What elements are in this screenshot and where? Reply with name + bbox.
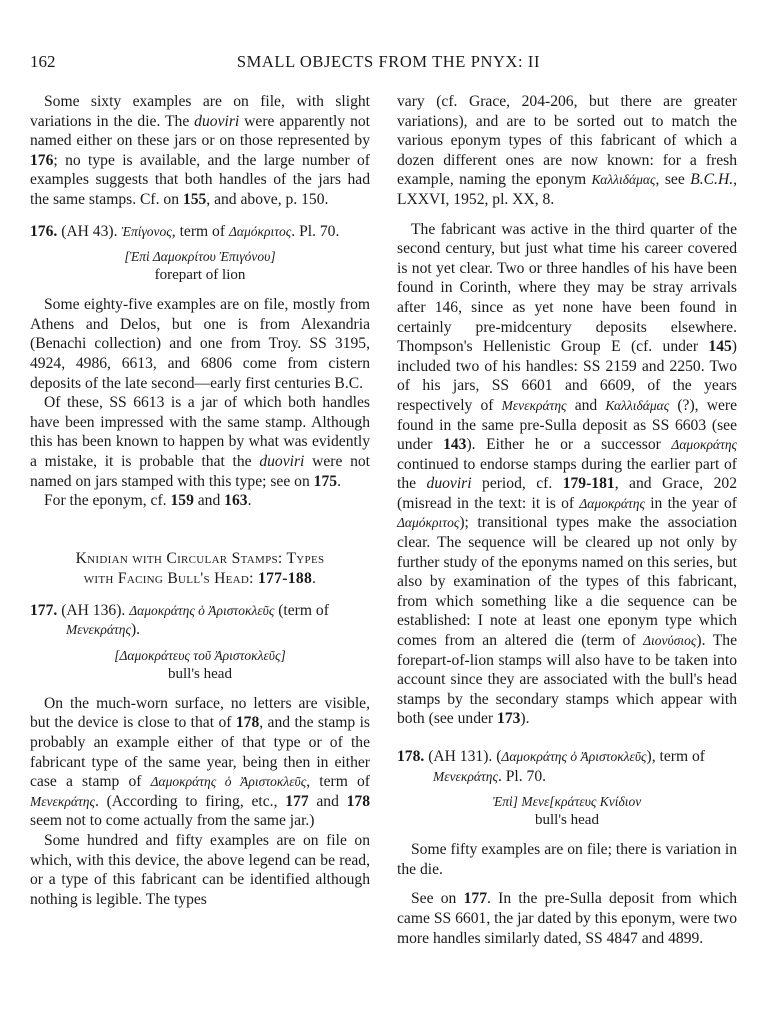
stamp-legend-178 <box>397 792 737 830</box>
page-number: 162 <box>30 52 56 71</box>
paragraph-ss-6613: Of these, SS 6613 is a jar of which both handles have been impressed with the same stamp. Although this has been known to happen by what was evidently a mistake, it is probable that the duoviri were not named on jars stamped with this type; see on 175. <box>30 394 370 490</box>
paragraph-see-on-177: See on 177. In the pre-Sulla deposit from which came SS 6601, the jar dated by this eponym, were two more handles similarly dated, SS 4847 and 4899. <box>397 890 737 947</box>
stamp-device: bull's head <box>535 812 599 829</box>
catalog-entry-176: 176. (AH 43). Ἐπίγονος, term of Δαμόκριτος. Pl. 70. <box>30 222 340 240</box>
right-column <box>397 92 737 948</box>
paragraph-fabricant-active: The fabricant was active in the third quarter of the second century, but just what time his career covered is not yet clear. Two or three handles of his have been found in Corinth, where they may be stray arrivals after 146, since as yet none have been found in certainly pre-midcentury deposits elsewhere. Thompson's Hellenistic Group E (cf. under 145) included two of his handles: SS 2159 and 2250. Two of his jars, SS 6601 and 6609, of the years respectively of Μενεκράτης and Καλλιδάμας (?), were found in the same pre-Sulla deposit as SS 6603 (see under 143). Either he or a successor Δαμοκράτης continued to endorse stamps during the earlier part of the duoviri period, cf. 179-181, and Grace, 202 (misread in the text: it is of Δαμοκράτης in the year of Δαμόκριτος); transitional types make the association clear. The sequence will be cleared up not only by further study of the eponyms named on this series, but also by examination of the types of this fabricant, from which something like a die sequence can be established: I note at least one eponym type which comes from an altered die (term of Διονύσιος). The forepart-of-lion stamps will also have to be taken into account since they are associated with the bull's head stamps by the secondary stamps which appear with both (see under 173). <box>397 220 738 728</box>
stamp-inscription: Ἐπὶ] Μενε[κράτευς Κνίδιον <box>492 794 642 810</box>
paragraph-eighty-five-examples: Some eighty-five examples are on file, mostly from Athens and Delos, but one is from Alexandria (Benachi collection) and one from Troy. SS 3195, 4924, 4986, 6613, and 6806 come from cistern deposits of the late second—early first centuries B.C. <box>30 296 370 392</box>
paragraph-much-worn-surface: On the much-worn surface, no letters are visible, but the device is close to that of 178, and the stamp is probably an example either of that type or of the fabricant type of the same year, being then in either case a stamp of Δαμοκράτης ὁ Ἀριστοκλεῦς, term of Μενεκράτης. (According to firing, etc., 177 and 178 seem not to come actually from the same jar.) <box>30 694 371 830</box>
section-heading: Knidian with Circular Stamps: Types with Facing Bull's Head: 177-188. <box>75 549 325 587</box>
stamp-legend-176 <box>30 247 370 285</box>
running-head: SMALL OBJECTS FROM THE PNYX: II <box>236 52 541 71</box>
paragraph-hundred-fifty: Some hundred and fifty examples are on file on which, with this device, the above legend can be read, or a type of this fabricant can be identified although nothing is legible. The types <box>30 832 370 908</box>
catalog-entry-177: 177. (AH 136). Δαμοκράτης ὁ Ἀριστοκλεῦς (term of Μενεκράτης). <box>30 601 329 639</box>
stamp-inscription: [Δαμοκράτευς τοῦ Ἀριστοκλεῦς] <box>114 647 286 663</box>
stamp-inscription: [Ἐπὶ Δαμοκρίτου Ἐπιγόνου] <box>124 249 276 265</box>
stamp-device: bull's head <box>168 665 232 682</box>
paragraph-fifty-examples: Some fifty examples are on file; there is variation in the die. <box>397 841 737 878</box>
catalog-entry-178: 178. (AH 131). (Δαμοκράτης ὁ Ἀριστοκλεῦς), term of Μενεκράτης. Pl. 70. <box>397 748 705 785</box>
paragraph-eponym-ref: For the eponym, cf. 159 and 163. <box>44 492 252 510</box>
paragraph-sixty-examples: Some sixty examples are on file, with slight variations in the die. The duoviri were apparently not named either on these jars or on those represented by 176; no type is available, and the large number of examples suggests that both handles of the jars had the same stamps. Cf. on 155, and above, p. 150. <box>30 93 370 208</box>
paragraph-types-vary: vary (cf. Grace, 204-206, but there are greater variations), and are to be sorted out to match the various eponym types of this fabricant of which a dozen different ones are now known: for a fresh example, naming the eponym Καλλιδάμας, see B.C.H., LXXVI, 1952, pl. XX, 8. <box>397 93 738 208</box>
stamp-legend-177 <box>30 646 370 684</box>
left-column <box>30 92 370 909</box>
stamp-device: forepart of lion <box>154 267 246 284</box>
